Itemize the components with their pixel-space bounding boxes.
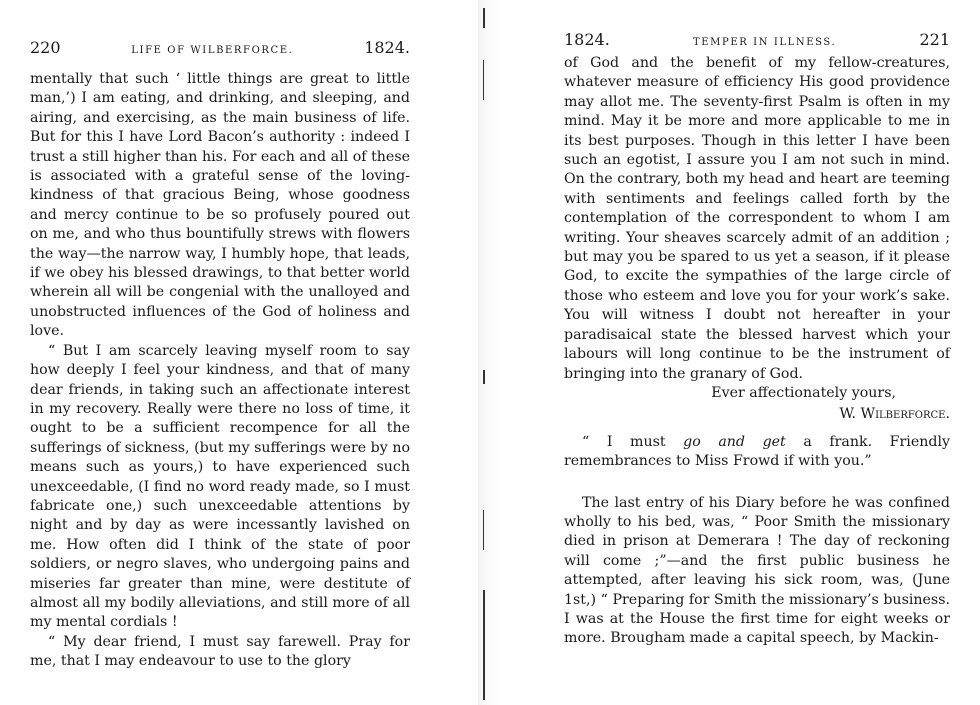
book-gutter xyxy=(478,0,502,705)
gutter-mark xyxy=(483,60,484,100)
year-right: 1824. xyxy=(564,30,610,49)
left-paragraph-1: mentally that such ‘ little things are great to little man,’) I am eating, and drinking, and sleeping, and airing, and exercising, as the main business of life. But for this I have Lord Bacon’s authority : indeed I trust a still higher than his. For each and all of these is associated with a grateful sense of the loving-kindness of that gracious Being, whose goodness and mercy continue to be so profusely poured out on me, and who thus bountifully strews with flowers the way—the narrow way, I humbly hope, that leads, if we obey his blessed drawings, to that better world wherein all will be congenial with the unalloyed and unobstructed influences of the God of holiness and love. xyxy=(30,71,410,340)
left-paragraph-3: “ My dear friend, I must say farewell. Pray for me, that I may endeavour to use to the glory xyxy=(30,633,410,670)
postscript-text-end: a frank. Friendly remembrances to Miss Frowd if with you.” xyxy=(564,433,950,470)
gutter-mark xyxy=(483,8,485,28)
left-page xyxy=(0,0,478,705)
letter-continuation: of God and the benefit of my fellow-creatures, whatever measure of efficiency His good providence may allot me. The seventy-first Psalm is often in my mind. May it be more and more applicable to me in its best purposes. Though in this letter I have been such an egotist, I assure you I am not such in mind. On the contrary, both my head and heart are teeming with sentiments and feelings called forth by the contemplation of the correspondent to whom I am writing. Your sheaves scarcely admit of an addition ; but may you be spared to us yet a season, if it please God, to excite the sympathies of the large circle of those who esteem and love you for your work’s sake. You will witness I doubt not hereafter in your paradisaical state the blessed harvest which your labours will long continue to be the instrument of bringing into the granary of God. xyxy=(564,55,950,382)
page-number-left: 220 xyxy=(30,38,61,57)
postscript xyxy=(564,433,950,472)
right-running-head xyxy=(564,30,950,50)
gutter-mark xyxy=(483,590,485,700)
left-paragraph-2: “ But I am scarcely leaving myself room to say how deeply I feel your kindness, and that of many dear friends, in taking such an affectionate interest in my recovery. Really were there no loss of time, it ought to be a sufficient recompence for all the sufferings of sickness, (but my sufferings were by no means such as yours,) to have experienced such unexceedable, (I find no word ready made, so I must fabricate one,) such unexceedable attentions by night and by day as were incessantly lavished on me. How often did I think of the state of poor soldiers, or negro slaves, who undergoing pains and miseries far greater than mine, were destitute of almost all my bodily alleviations, and still more of all my mental cordials ! xyxy=(30,342,410,631)
letter-closing: Ever affectionately yours, xyxy=(711,384,896,401)
gutter-mark xyxy=(483,510,484,550)
page-number-right: 221 xyxy=(919,30,950,49)
running-title-right: TEMPER IN ILLNESS. xyxy=(693,37,837,48)
narrative-paragraph: The last entry of his Diary before he was confined wholly to his bed, was, “ Poor Smith the missionary died in prison at Demerara ! The day of reckoning will come ;”—and the first public business he attempted, after leaving his sick room, was, (June 1st,) “ Preparing for Smith the missionary’s business. I was at the House the first time for eight weeks or more. Brougham made a capital speech, by Mackin- xyxy=(564,494,950,647)
year-left: 1824. xyxy=(364,38,410,57)
postscript-text: “ I must xyxy=(582,433,684,450)
running-title-left: LIFE OF WILBERFORCE. xyxy=(131,45,294,56)
postscript-emphasis: go and get xyxy=(683,433,786,450)
left-running-head xyxy=(30,38,410,58)
letter-signature: W. Wilberforce. xyxy=(839,406,950,423)
gutter-mark xyxy=(483,370,485,384)
right-page xyxy=(502,0,980,705)
